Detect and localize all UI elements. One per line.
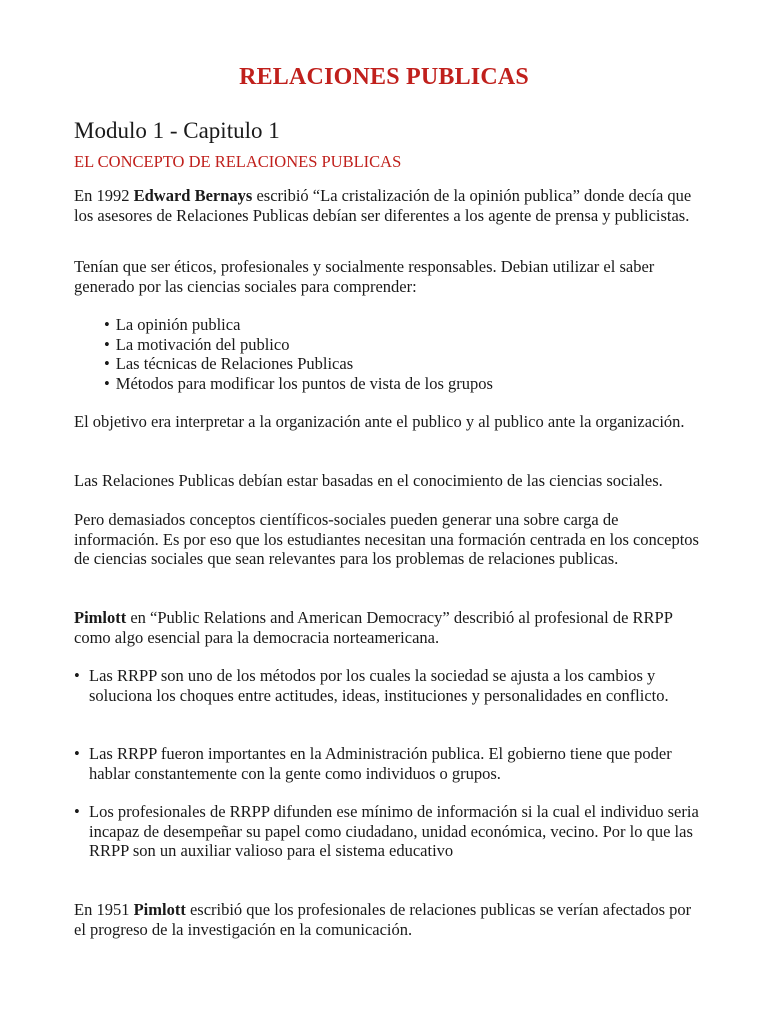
paragraph-bernays (74, 186, 700, 225)
bullet-icon: • (74, 802, 80, 821)
paragraph-bernays-post: escribió “La cristalización de la opinión publica” donde decía que los asesores de Relaciones Publicas debían ser diferentes a los agente de prensa y publicistas. (74, 186, 692, 225)
document-title: RELACIONES PUBLICAS (239, 64, 529, 90)
paragraph-1951-post: escribió que los profesionales de relaciones publicas se verían afectados por el progreso de la investigación en la comunicación. (74, 900, 692, 939)
name-pimlott: Pimlott (74, 608, 127, 627)
list-item-text: Las RRPP son uno de los métodos por los cuales la sociedad se ajusta a los cambios y soluciona los choques entre actitudes, ideas, instituciones y personalidades en conflicto. (89, 666, 669, 705)
paragraph-pimlott-post: en “Public Relations and American Democracy” describió al profesional de RRPP como algo esencial para la democracia norteamericana. (74, 608, 673, 647)
name-edward-bernays: Edward Bernays (133, 186, 253, 205)
paragraph-objective: El objetivo era interpretar a la organización ante el publico y al publico ante la organización. (74, 412, 685, 431)
name-pimlott-1951: Pimlott (133, 900, 186, 919)
paragraph-pimlott (74, 608, 700, 647)
objectives-list (104, 315, 493, 393)
list-item: • La motivación del publico (104, 335, 493, 355)
list-item (74, 802, 700, 861)
bullet-icon: • (74, 744, 80, 763)
list-item: • La opinión publica (104, 315, 493, 335)
paragraph-pimlott-1951 (74, 900, 700, 939)
list-item-text: Los profesionales de RRPP difunden ese mínimo de información si la cual el individuo seria incapaz de desempeñar su papel como ciudadano, unidad económica, vecino. Por lo que las RRPP son un auxiliar valioso para el sistema educativo (89, 802, 699, 860)
paragraph-1951-pre: En 1951 (74, 900, 134, 919)
bullet-icon: • (74, 666, 80, 685)
paragraph-social-sciences-b: Pero demasiados conceptos científicos-sociales pueden generar una sobre carga de información. Es por eso que los estudiantes necesitan una formación centrada en los conceptos de ciencias sociales que sean relevantes para los problemas de relaciones publicas. (74, 510, 699, 568)
paragraph-ethics: Tenían que ser éticos, profesionales y socialmente responsables. Debian utilizar el saber generado por las ciencias sociales para comprender: (74, 257, 655, 296)
section-heading: EL CONCEPTO DE RELACIONES PUBLICAS (74, 152, 402, 171)
paragraph-social-sciences-a: Las Relaciones Publicas debían estar basadas en el conocimiento de las ciencias sociales. (74, 471, 663, 490)
chapter-subtitle: Modulo 1 - Capitulo 1 (74, 118, 280, 143)
list-item (74, 744, 700, 783)
paragraph-bernays-pre: En 1992 (74, 186, 134, 205)
list-item: • Las técnicas de Relaciones Publicas (104, 354, 493, 374)
list-item (74, 666, 700, 705)
list-item: • Métodos para modificar los puntos de vista de los grupos (104, 374, 493, 394)
list-item-text: Las RRPP fueron importantes en la Administración publica. El gobierno tiene que poder hablar constantemente con la gente como individuos o grupos. (89, 744, 672, 783)
